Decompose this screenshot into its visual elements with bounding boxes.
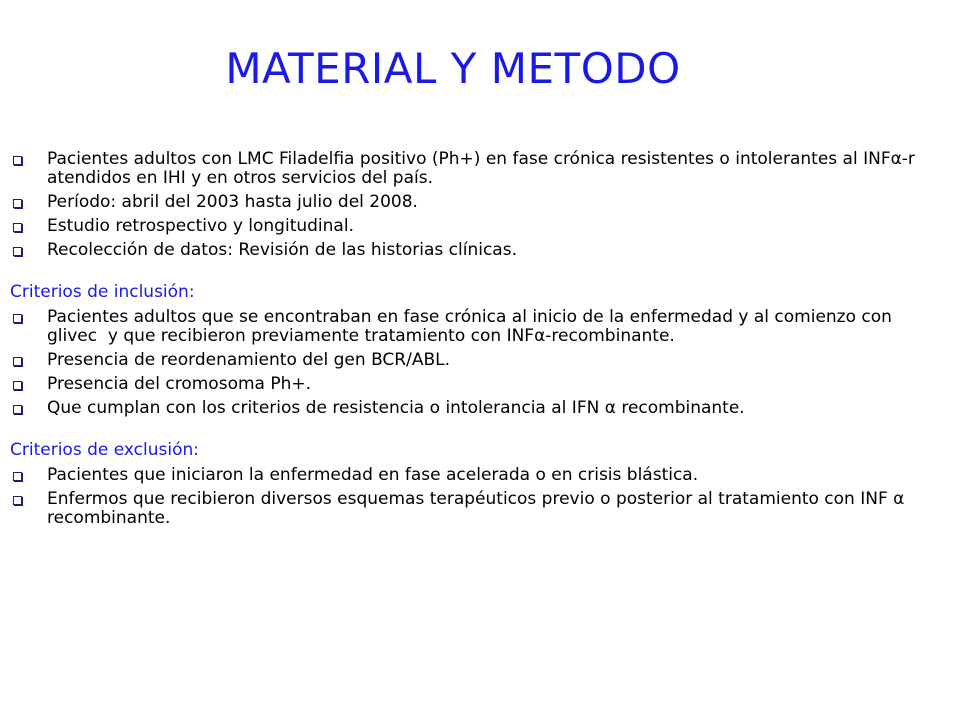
hollow-square-icon (13, 472, 22, 481)
list-item-text: Pacientes adultos que se encontraban en fase crónica al inicio de la enfermedad y al comienzo con glivec y que recibieron previamente tratamiento con INFα-recombinante. (47, 307, 898, 346)
list-item (0, 351, 940, 370)
list-item-text: Período: abril del 2003 hasta julio del 2008. (47, 192, 418, 212)
list-item (0, 399, 940, 418)
hollow-square-icon (13, 156, 22, 165)
list-item (0, 308, 940, 346)
hollow-square-icon (13, 381, 22, 390)
hollow-square-icon (13, 357, 22, 366)
list-item-text: Recolección de datos: Revisión de las historias clínicas. (47, 240, 517, 260)
exclusion-list (0, 466, 940, 528)
list-item-text: Enfermos que recibieron diversos esquemas terapéuticos previo o posterior al tratamiento con INF α recombinante. (47, 489, 910, 528)
slide-content (0, 150, 940, 533)
hollow-square-icon (13, 405, 22, 414)
list-item (0, 150, 940, 188)
list-item (0, 193, 940, 212)
inclusion-list (0, 308, 940, 418)
hollow-square-icon (13, 247, 22, 256)
hollow-square-icon (13, 223, 22, 232)
list-item (0, 490, 940, 528)
hollow-square-icon (13, 314, 22, 323)
list-item (0, 217, 940, 236)
inclusion-heading: Criterios de inclusión: (10, 282, 195, 302)
list-item-text: Presencia de reordenamiento del gen BCR/ABL. (47, 350, 451, 370)
list-item-text: Que cumplan con los criterios de resistencia o intolerancia al IFN α recombinante. (47, 398, 745, 418)
hollow-square-icon (13, 199, 22, 208)
list-item (0, 466, 940, 485)
list-item-text: Presencia del cromosoma Ph+. (47, 374, 312, 394)
exclusion-heading: Criterios de exclusión: (10, 440, 199, 460)
list-item-text: Pacientes que iniciaron la enfermedad en fase acelerada o en crisis blástica. (47, 465, 699, 485)
hollow-square-icon (13, 496, 22, 505)
intro-list (0, 150, 940, 260)
list-item (0, 241, 940, 260)
list-item (0, 375, 940, 394)
slide-title: MATERIAL Y METODO (225, 44, 681, 93)
list-item-text: Estudio retrospectivo y longitudinal. (47, 216, 354, 236)
list-item-text: Pacientes adultos con LMC Filadelfia positivo (Ph+) en fase crónica resistentes o intolerantes al INFα-r atendidos en IHI y en otros servicios del país. (47, 149, 921, 188)
